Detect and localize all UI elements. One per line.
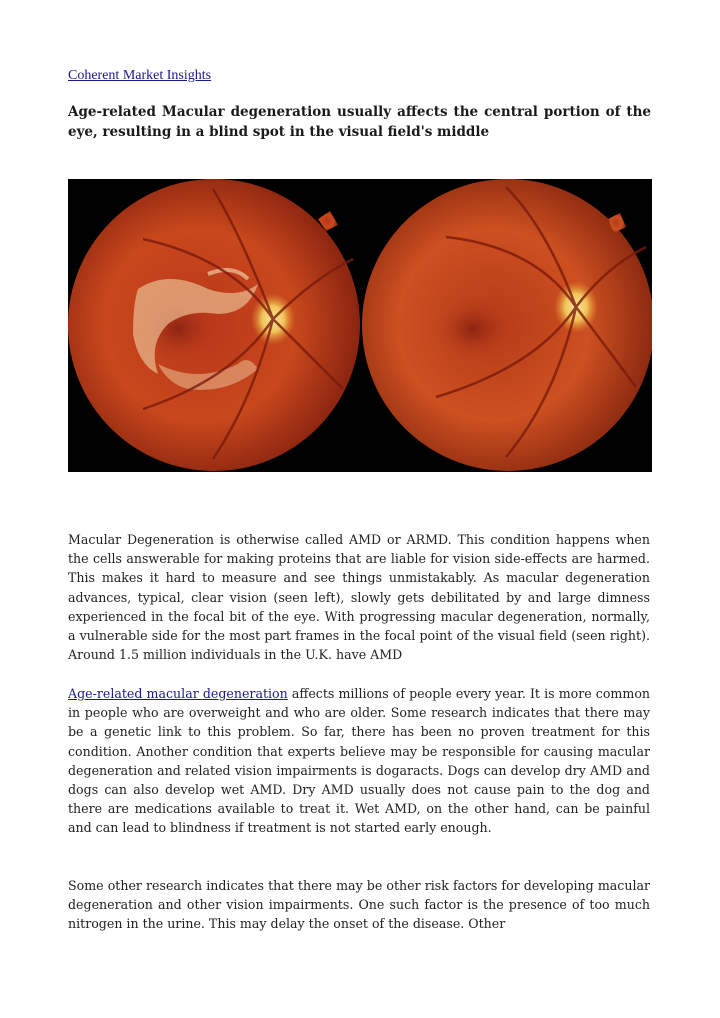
page-title: Age-related Macular degeneration usually affects the central portion of the eye, resulting in a blind spot in the visual field's middle: [68, 104, 651, 140]
amd-article-link[interactable]: Age-related macular degeneration: [68, 686, 288, 701]
paragraph-other-factors: Some other research indicates that there may be other risk factors for developing macular degeneration and other vision impairments. One such factor is the presence of too much nitrogen in the urine. This may delay the onset of the disease. Other: [68, 878, 650, 932]
left-fundus-amd: [68, 179, 360, 471]
paragraph-amd-risk-text: affects millions of people every year. It is more common in people who are overweight and who are older. Some research indicates that there may be a genetic link to this problem. So far, there has been no proven treatment for this condition. Another condition that experts believe may be responsible for causing macular degeneration and related vision impairments is dogaracts. Dogs can develop dry AMD and dogs can also develop wet AMD. Dry AMD usually does not cause pain to the dog and there are medications available to treat it. Wet AMD, on the other hand, can be painful and can lead to blindness if treatment is not started early enough.: [68, 686, 651, 836]
fundus-photographs: [68, 179, 652, 472]
fundus-comparison-image: [68, 179, 652, 472]
right-fundus-healthy: [362, 179, 652, 471]
paragraph-amd-overview: Macular Degeneration is otherwise called AMD or ARMD. This condition happens when the cells answerable for making proteins that are liable for vision side-effects are harmed. This makes it hard to measure and see things unmistakably. As macular degeneration advances, typical, clear vision (seen left), slowly gets debilitated by and large dimness experienced in the focal bit of the eye. With progressing macular degeneration, normally, a vulnerable side for the most part frames in the focal point of the visual field (seen right). Around 1.5 million individuals in the U.K. have AMD: [68, 532, 650, 663]
paragraph-amd-risk: [68, 684, 650, 838]
source-link[interactable]: Coherent Market Insights: [68, 68, 212, 83]
